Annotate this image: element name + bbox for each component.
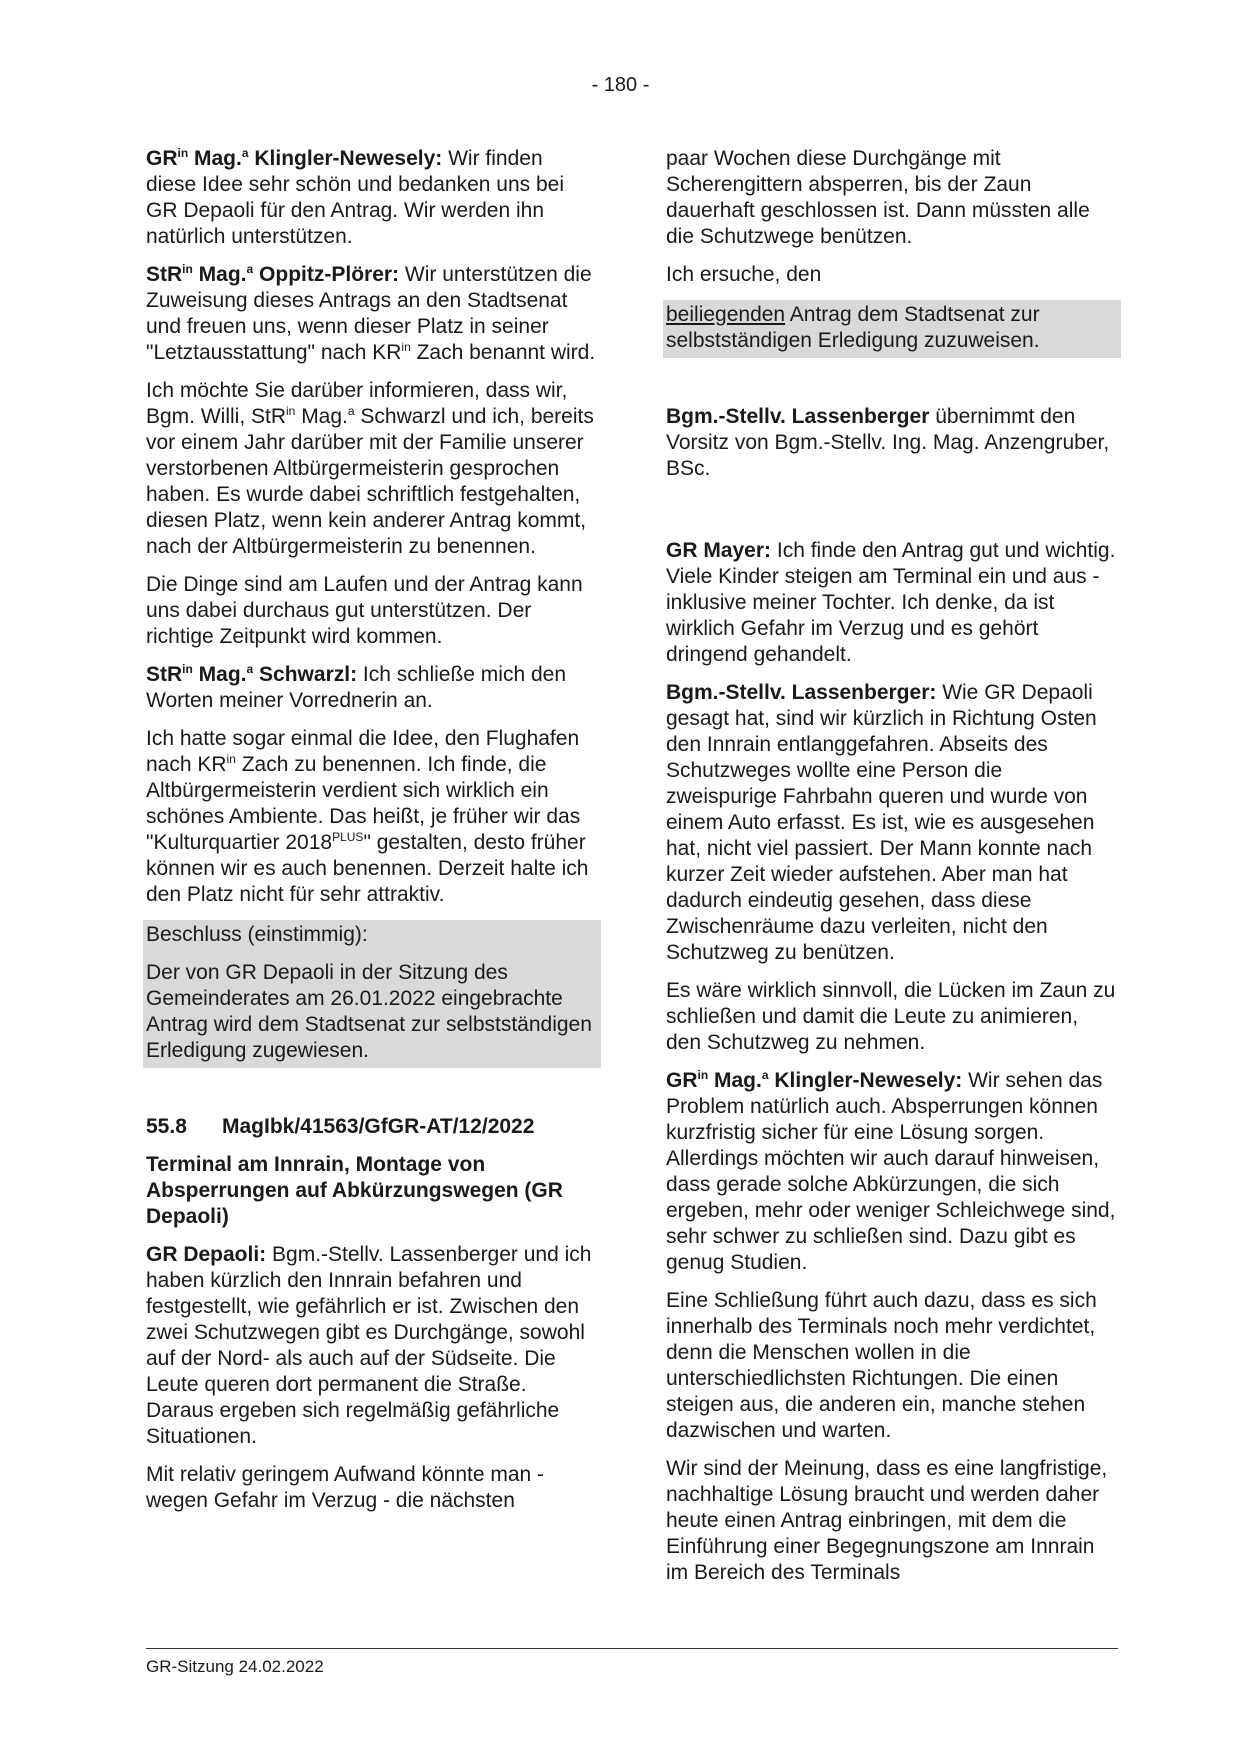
- paragraph: Es wäre wirklich sinnvoll, die Lücken im Zaun zu schließen und damit die Leute zu animieren, den Schutzweg zu nehmen.: [666, 979, 1116, 1054]
- statement-klingler-newesely-2: $GR^{in}$ Mag.$^a$ Klingler-Newesely: Wir sehen das Problem natürlich auch. Absperrungen können kurzfristig sicher für eine Lösung sorgen. Allerdings möchten wir auch darauf hinweisen, dass gerade solche Abkürzungen, die sich ergeben, mehr oder weniger Schleichwege sind, sehr schwer zu schließen sind. Dazu gibt es genug Studien.: [666, 1068, 1116, 1274]
- attachment-reference: beiliegenden: [666, 303, 786, 326]
- paragraph: Ich ersuche, den: [666, 263, 822, 286]
- speaker-name: GR Mayer:: [666, 539, 772, 562]
- agenda-item-title: Terminal am Innrain, Montage von Absperrungen auf Abkürzungswegen (GR Depaoli): [146, 1153, 563, 1228]
- paragraph: Mit relativ geringem Aufwand könnte man - wegen Gefahr im Verzug - die nächsten: [146, 1463, 545, 1512]
- paragraph: paar Wochen diese Durchgänge mit Scherengittern absperren, bis der Zaun dauerhaft geschlossen ist. Dann müssten alle die Schutzwege benützen.: [666, 147, 1090, 248]
- speaker-name: $GR^{in}$ Mag.$^a$ Klingler-Newesely:: [146, 146, 443, 170]
- paragraph: Die Dinge sind am Laufen und der Antrag kann uns dabei durchaus gut unterstützen. Der richtige Zeitpunkt wird kommen.: [146, 573, 583, 648]
- left-column: [146, 146, 598, 1526]
- request-text: beiliegenden Antrag dem Stadtsenat zur selbstständigen Erledigung zuzuweisen.: [666, 303, 1040, 352]
- chair-change-note: Bgm.-Stellv. Lassenberger übernimmt den Vorsitz von Bgm.-Stellv. Ing. Mag. Anzengruber, BSc.: [666, 405, 1110, 480]
- speaker-name: $GR^{in}$ Mag.$^a$ Klingler-Newesely:: [666, 1068, 963, 1092]
- footer-session-date: GR-Sitzung 24.02.2022: [146, 1657, 324, 1676]
- agenda-item-code: MagIbk/41563/GfGR-AT/12/2022: [222, 1115, 535, 1138]
- statement-mayer: GR Mayer: Ich finde den Antrag gut und wichtig. Viele Kinder steigen am Terminal ein und aus - inklusive meiner Tochter. Ich denke, da ist wirklich Gefahr im Verzug und es gehört dringend gehandelt.: [666, 539, 1116, 666]
- speaker-name: StR$^{in}$ Mag.$^a$ Schwarzl:: [146, 662, 358, 686]
- statement-depaoli: GR Depaoli: Bgm.-Stellv. Lassenberger und ich haben kürzlich den Innrain befahren und festgestellt, wie gefährlich er ist. Zwischen den zwei Schutzwegen gibt es Durchgänge, sowohl auf der Nord- als auch auf der Südseite. Die Leute queren dort permanent die Straße. Daraus ergeben sich regelmäßig gefährliche Situationen.: [146, 1243, 592, 1448]
- statement-lassenberger: Bgm.-Stellv. Lassenberger: Wie GR Depaoli gesagt hat, sind wir kürzlich in Richtung Osten den Innrain entlanggefahren. Abseits des Schutzweges wollte eine Person die zweispurige Fahrbahn queren und wurde von einem Auto erfasst. Es ist, wie es ausgesehen hat, nicht viel passiert. Der Mann konnte nach kurzer Zeit wieder aufstehen. Aber man hat dadurch eindeutig gesehen, dass diese Zwischenräume dazu verleiten, nicht den Schutzweg zu benützen.: [666, 681, 1097, 964]
- statement-oppitz-ploerer: StR$^{in}$ Mag.$^a$ Oppitz-Plörer: Wir unterstützen die Zuweisung dieses Antrags an den Stadtsenat und freuen uns, wenn dieser Platz in seiner "Letztausstattung" nach $KR^{in}$ Zach benannt wird.: [146, 262, 596, 364]
- speaker-name: StR$^{in}$ Mag.$^a$ Oppitz-Plörer:: [146, 262, 400, 286]
- paragraph: Ich möchte Sie darüber informieren, dass wir, Bgm. Willi, StR$^{in}$ Mag.$^a$ Schwarzl und ich, bereits vor einem Jahr darüber mit der Familie unserer verstorbenen Altbürgermeisterin gesprochen haben. Es wurde dabei schriftlich festgehalten, diesen Platz, wenn kein anderer Antrag kommt, nach der Altbürgermeisterin zu benennen.: [146, 379, 594, 558]
- decision-text: Der von GR Depaoli in der Sitzung des Gemeinderates am 26.01.2022 eingebrachte Antrag wird dem Stadtsenat zur selbstständigen Erledigung zugewiesen.: [146, 961, 592, 1062]
- decision-title: Beschluss (einstimmig):: [146, 923, 368, 946]
- agenda-item-header: [146, 1114, 598, 1140]
- agenda-item-number: 55.8: [146, 1115, 187, 1138]
- footer-divider: [146, 1648, 1118, 1649]
- paragraph: Ich hatte sogar einmal die Idee, den Flughafen nach $KR^{in}$ Zach zu benennen. Ich finde, die Altbürgermeisterin verdient sich wirklich ein schönes Ambiente. Das heißt, je früher wir das "Kulturquartier $2018^{PLUS}$" gestalten, desto früher können wir es auch benennen. Derzeit halte ich den Platz nicht für sehr attraktiv.: [146, 727, 589, 906]
- statement-klingler-newesely: $GR^{in}$ Mag.$^a$ Klingler-Newesely: Wir finden diese Idee sehr schön und bedanken uns bei GR Depaoli für den Antrag. Wir werden ihn natürlich unterstützen.: [146, 146, 564, 248]
- paragraph: Eine Schließung führt auch dazu, dass es sich innerhalb des Terminals noch mehr verdichtet, denn die Menschen wollen in die unterschiedlichsten Richtungen. Die einen steigen aus, die anderen ein, manche stehen dazwischen und warten.: [666, 1289, 1097, 1442]
- paragraph: Wir sind der Meinung, dass es eine langfristige, nachhaltige Lösung braucht und werden daher heute einen Antrag einbringen, mit dem die Einführung einer Begegnungszone am Innrain im Bereich des Terminals: [666, 1457, 1108, 1584]
- decision-box: [143, 920, 601, 1068]
- speaker-name: Bgm.-Stellv. Lassenberger:: [666, 681, 937, 704]
- statement-schwarzl: StR$^{in}$ Mag.$^a$ Schwarzl: Ich schließe mich den Worten meiner Vorrednerin an.: [146, 662, 567, 712]
- speaker-name: GR Depaoli:: [146, 1243, 267, 1266]
- speaker-name: Bgm.-Stellv. Lassenberger: [666, 405, 930, 428]
- page-number: - 180 -: [591, 74, 650, 96]
- request-box: [663, 300, 1121, 358]
- right-column: [666, 146, 1118, 1598]
